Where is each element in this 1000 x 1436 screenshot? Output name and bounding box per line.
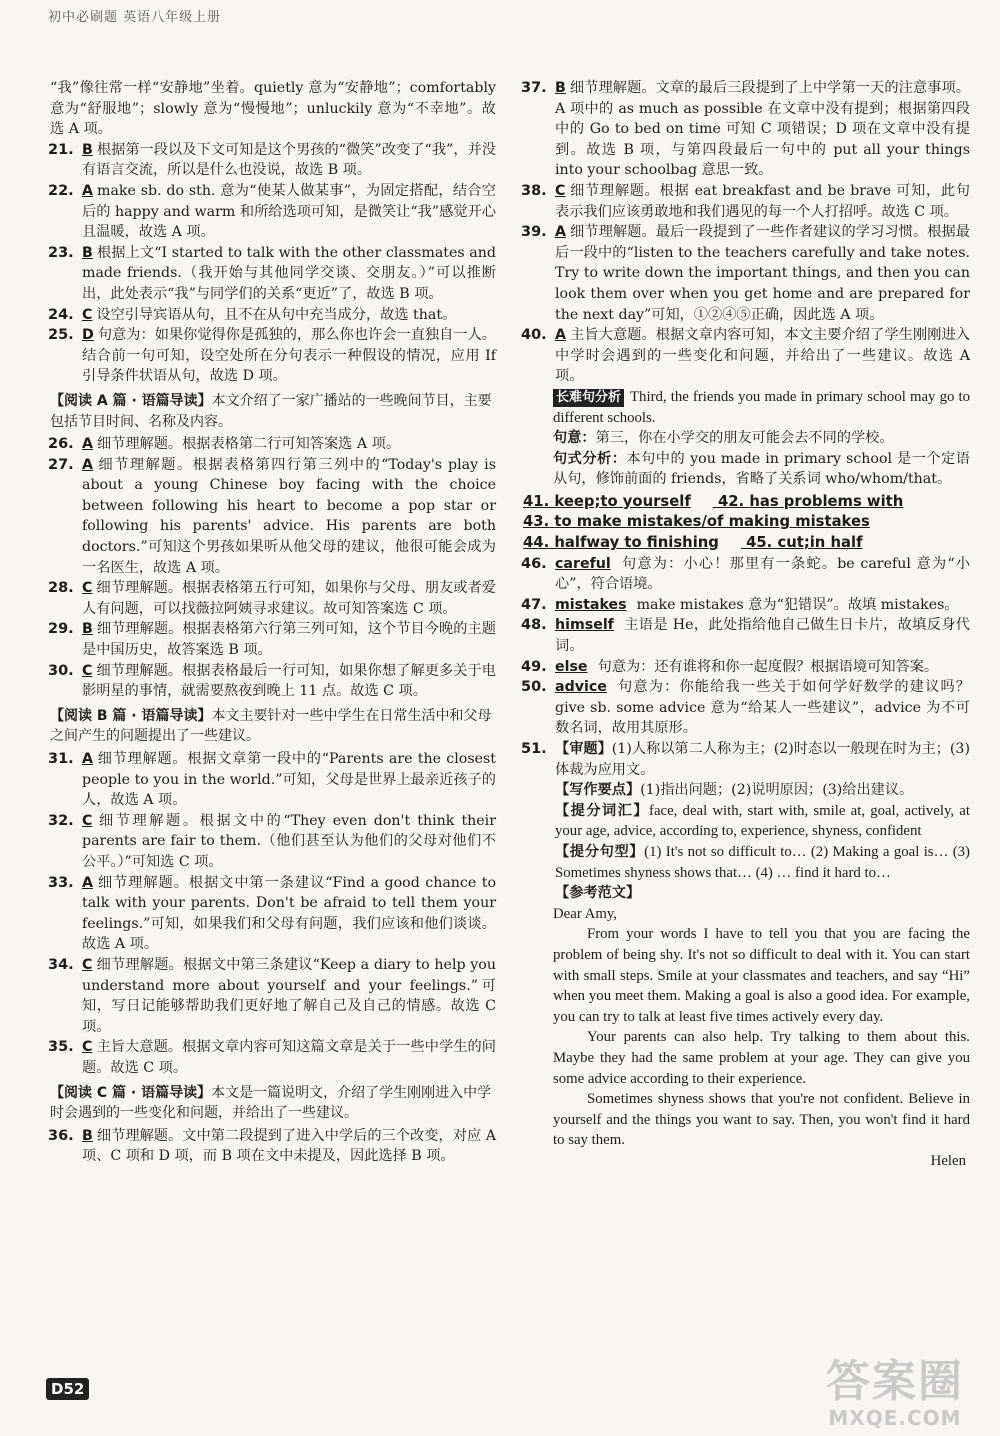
answer-38: 38. C 细节理解题。根据 eat breakfast and be brave 可知，此句表示我们应该勇敢地和我们遇见的每一个人打招呼。故选 C 项。 [521, 182, 970, 220]
answer-36: 36. B 细节理解题。文中第二段提到了进入中学后的三个改变，对应 A 项、C 项和 D 项，而 B 项在文中未提及，因此选择 B 项。 [48, 1127, 496, 1165]
continued-answer: “我”像往常一样“安静地”坐着。quietly 意为“安静地”；comfortably 意为“舒服地”；slowly 意为“慢慢地”；unluckily 意为“不幸地”。故选 A 项。 [50, 80, 496, 138]
running-header: 初中必刷题 英语八年级上册 [48, 10, 222, 25]
answer-46: 46. careful 句意为：小心！那里有一条蛇。be careful 意为“小心”，符合语境。 [521, 555, 970, 593]
answer-22: 22. A make sb. do sth. 意为“使某人做某事”，为固定搭配，结合空后的 happy and warm 和所给选项可知，是微笑让“我”感觉开心且温暖，故选 A 项。 [48, 182, 496, 241]
answer-26: 26. A 细节理解题。根据表格第二行可知答案选 A 项。 [48, 436, 401, 453]
sample-essay [523, 904, 970, 1172]
right-column [523, 78, 970, 1171]
answer-47: 47. mistakes make mistakes 意为“犯错误”。故填 mistakes。 [521, 596, 959, 613]
long-sentence-analysis: 长难句分析 Third, the friends you made in primary school may go to different schools. 句意：第三，你在小学交的朋友可能会去不同的学校。 句式分析：本句中的 you made in primary school 是一个定语从句，修饰前面的 friends，省略了关系词 who/whom/that。 [553, 388, 970, 488]
answer-31: 31. A 细节理解题。根据文章第一段中的“Parents are the closest people to you in the world.”可知，父母是世界上最亲近孩子的人，故选 A 项。 [48, 751, 496, 809]
answer-40: 40. A 主旨大意题。根据文章内容可知，本文主要介绍了学生刚刚进入中学时会遇到的一些变化和问题，并给出了一些建议。故选 A 项。 [521, 327, 970, 385]
answer-27: 27. A 细节理解题。根据表格第四行第三列中的“Today's play is about a young Chinese boy facing with the choice between following his heart to become a pop star or following his parents' advice. His parents are both doctors.”可知这个男孩如果听从他父母的建议，他很可能会成为一名医生，故选 A 项。 [48, 456, 496, 576]
answer-29: 29. B 细节理解题。根据表格第六行第三列可知，这个节目今晚的主题是中国历史，故答案选 B 项。 [48, 621, 496, 659]
fill-answer-43: 43. to make mistakes/of making mistakes [523, 513, 870, 531]
essay-greeting: Dear Amy, [553, 905, 617, 922]
answer-49: 49. else 句意为：还有谁将和你一起度假？根据语境可知答案。 [521, 658, 939, 675]
fill-answers-44-45: 44. halfway to finishing 45. cut;in half [523, 534, 863, 552]
answer-25: 25. D 句意为：如果你觉得你是孤独的，那么你也许会一直独自一人。结合前一句可知，设空处所在分句表示一种假设的情况，应用 If 引导条件状语从句，故选 D 项。 [48, 327, 496, 385]
answer-33: 33. A 细节理解题。根据文中第一条建议“Find a good chance to talk with your parents. Don't be afraid to tell them your feelings.”可知，如果我们和父母有问题，我们应该和他们谈谈。故选 A 项。 [48, 874, 496, 953]
reading-guide-c: 【阅读 C 篇 · 语篇导读】本文是一篇说明文，介绍了学生刚刚进入中学时会遇到的一些变化和问题，并给出了一些建议。 [50, 1084, 492, 1122]
answer-35: 35. C 主旨大意题。根据文章内容可知这篇文章是关于一些中学生的问题。故选 C 项。 [48, 1039, 496, 1076]
essay-signature: Helen [930, 1152, 966, 1169]
answer-24: 24. C 设空引导宾语从句，且不在从句中充当成分，故选 that。 [48, 306, 457, 323]
answer-28: 28. C 细节理解题。根据表格第五行可知，如果你与父母、朋友或者爱人有问题，可以找薇拉阿姨寻求建议。故可知答案选 C 项。 [48, 580, 496, 617]
page-number: D52 [46, 1378, 89, 1400]
essay-paragraph-1: From your words I have to tell you that you are facing the problem of being shy. It's not so difficult to deal with it. You can start with small steps. Smile at your classmates and teachers, and say “Hi” when you meet them. Making a goal is also a good idea. For example, you can try to talk at least five times actively every day. [553, 926, 970, 1025]
watermark: 答案圈 MXQE.COM [826, 1356, 964, 1430]
answer-30: 30. C 细节理解题。根据表格最后一行可知，如果你想了解更多关于电影明星的事情，就需要熬夜到晚上 11 点。故选 C 项。 [48, 662, 496, 700]
answer-50: 50. advice 句意为：你能给我一些关于如何学好数学的建议吗？give sb. some advice 意为“给某人一些建议”，advice 为不可数名词，故用其原形。 [521, 679, 970, 737]
reading-guide-a: 【阅读 A 篇 · 语篇导读】本文介绍了一家广播站的一些晚间节目，主要包括节目时间、名称及内容。 [50, 392, 492, 430]
left-column [50, 78, 496, 1167]
fill-answers-41-42: 41. keep;to yourself 42. has problems with [523, 492, 904, 510]
answer-32: 32. C 细节理解题。根据文中的“They even don't think their parents are fair to them.（他们甚至认为他们的父母对他们不公平。）”可知选 C 项。 [48, 812, 496, 870]
answer-37: 37. B 细节理解题。文章的最后三段提到了上中学第一天的注意事项。A 项中的 as much as possible 在文章中没有提到；根据第四段中的 Go to bed on time 可知 C 项错误；D 项在文章中没有提到。故选 B 项，与第四段最后一句中的 put all your things into your schoolbag 意思一致。 [521, 80, 970, 179]
answer-34: 34. C 细节理解题。根据文中第三条建议“Keep a diary to help you understand more about yourself and your feelings.”可知，写日记能够帮助我们更好地了解自己及自己的情感。故选 C 项。 [48, 956, 496, 1035]
answer-48: 48. himself 主语是 He，此处指给他自己做生日卡片，故填反身代词。 [521, 617, 970, 655]
essay-paragraph-3: Sometimes shyness shows that you're not confident. Believe in yourself and the things you want to say. Then, you won't find it hard to say them. [553, 1091, 970, 1149]
answer-21: 21. B 根据第一段以及下文可知是这个男孩的“微笑”改变了“我”，并没有语言交流，所以是什么也没说，故选 B 项。 [48, 141, 496, 179]
answer-51: 51. 【审题】(1)人称以第二人称为主；(2)时态以一般现在时为主；(3)体裁为应用文。 【写作要点】(1)指出问题；(2)说明原因；(3)给出建议。 【提分词汇】face, deal with, start with, smile at, goal, actively, at your age, advice, according to, experience, shyness, confident 【提分句型】(1) It's not so difficult to… (2) Making a goal is… (3) Sometimes shyness shows that… (4) … find it hard to… 【参考范文】 [521, 741, 970, 902]
reading-guide-b: 【阅读 B 篇 · 语篇导读】本文主要针对一些中学生在日常生活中和父母之间产生的问题提出了一些建议。 [50, 707, 492, 745]
essay-paragraph-2: Your parents can also help. Try talking to them about this. Maybe they had the same problem at your age. They can give you some advice according to their experience. [553, 1029, 970, 1087]
answer-39: 39. A 细节理解题。最后一段提到了一些作者建议的学习习惯。根据最后一段中的“listen to the teachers carefully and take notes. Try to write down the important things, and then you can look them over when you get home and are prepared for the next day”可知，①②④⑤正确，因此选 A 项。 [521, 224, 970, 323]
answer-23: 23. B 根据上文“I started to talk with the other classmates and made friends.（我开始与其他同学交谈、交朋友。）”可以推断出，此处表示“我”与同学们的关系“更近”了，故选 B 项。 [48, 244, 496, 302]
long-sentence-tag: 长难句分析 [553, 389, 624, 407]
